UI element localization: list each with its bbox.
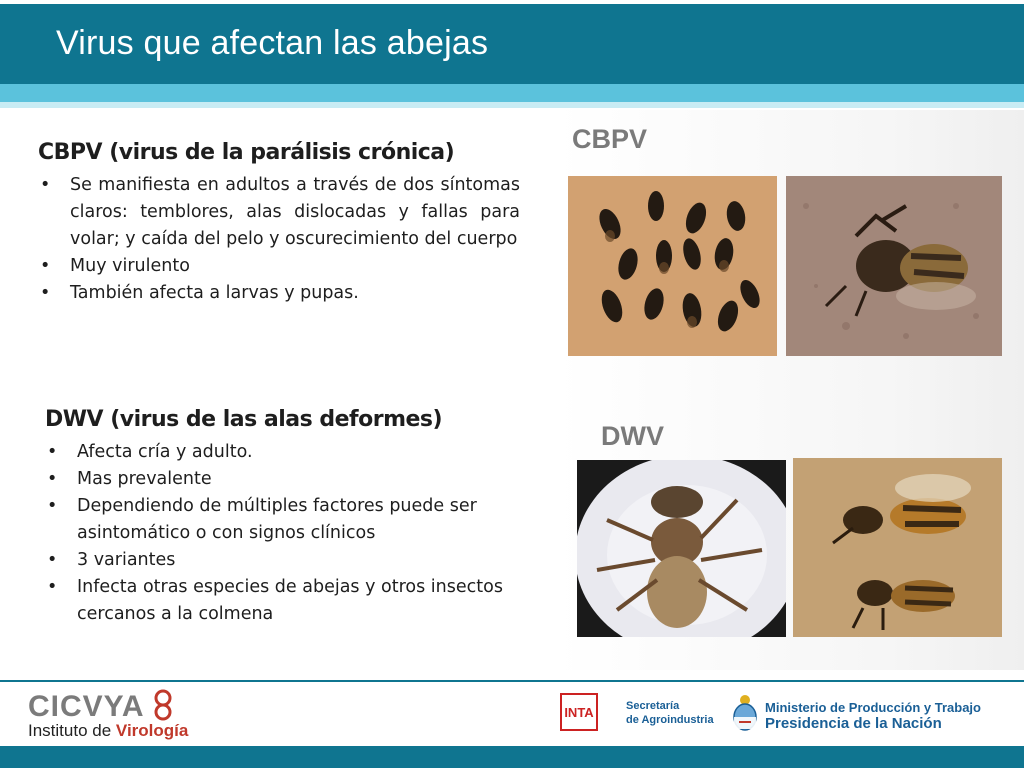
dwv-photo-microscope-bee [577, 460, 786, 637]
slide-title: Virus que afectan las abejas [56, 24, 489, 62]
list-item: • Muy virulento [38, 253, 520, 280]
list-item: • Mas prevalente [45, 466, 525, 493]
cbpv-photo-bees-group [568, 176, 777, 356]
list-item: • Dependiendo de múltiples factores puede ser asintomático o con signos clínicos [45, 493, 525, 547]
footer-bar [0, 746, 1024, 768]
virologia-text: Virología [115, 721, 189, 740]
cicvya-logo-icon [146, 688, 180, 722]
inta-logo-icon [560, 693, 598, 731]
secretaria-line-1: Secretaría [626, 700, 680, 712]
title-bar [0, 4, 1024, 84]
header-band-light [0, 102, 1024, 108]
argentina-escudo-icon [731, 694, 759, 732]
list-item: • 3 variantes [45, 547, 525, 574]
dwv-heading: DWV (virus de las alas deformes) [45, 407, 443, 432]
list-item: • También afecta a larvas y pupas. [38, 280, 520, 307]
instituto-virologia [28, 721, 188, 741]
header-band [0, 84, 1024, 102]
list-item: • Se manifiesta en adultos a través de dos síntomas claros: temblores, alas dislocadas y fallas para volar; y caída del pelo y oscurecimiento del cuerpo [38, 172, 520, 253]
presidencia-text: Presidencia de la Nación [765, 715, 942, 732]
cicvya-logo-text: CICVYA [28, 690, 145, 723]
list-item: • Afecta cría y adulto. [45, 439, 525, 466]
ministerio-presidencia [765, 700, 981, 733]
ministerio-text: Ministerio de Producción y Trabajo [765, 700, 981, 715]
cbpv-image-label: CBPV [572, 124, 648, 154]
dwv-image-label: DWV [601, 421, 664, 451]
list-item: • Infecta otras especies de abejas y otros insectos cercanos a la colmena [45, 574, 525, 628]
secretaria-agroindustria [626, 699, 714, 727]
cicvya-logo [28, 690, 145, 724]
footer-divider [0, 680, 1024, 682]
dwv-photo-two-bees [793, 458, 1002, 637]
secretaria-line-2: de Agroindustria [626, 714, 714, 726]
instituto-text: Instituto de [28, 721, 112, 740]
cbpv-heading: CBPV (virus de la parálisis crónica) [38, 140, 455, 165]
inta-logo-text: INTA [564, 704, 594, 720]
dwv-bullet-list [45, 439, 525, 628]
cbpv-photo-single-bee [786, 176, 1002, 356]
cbpv-bullet-list [38, 172, 520, 307]
